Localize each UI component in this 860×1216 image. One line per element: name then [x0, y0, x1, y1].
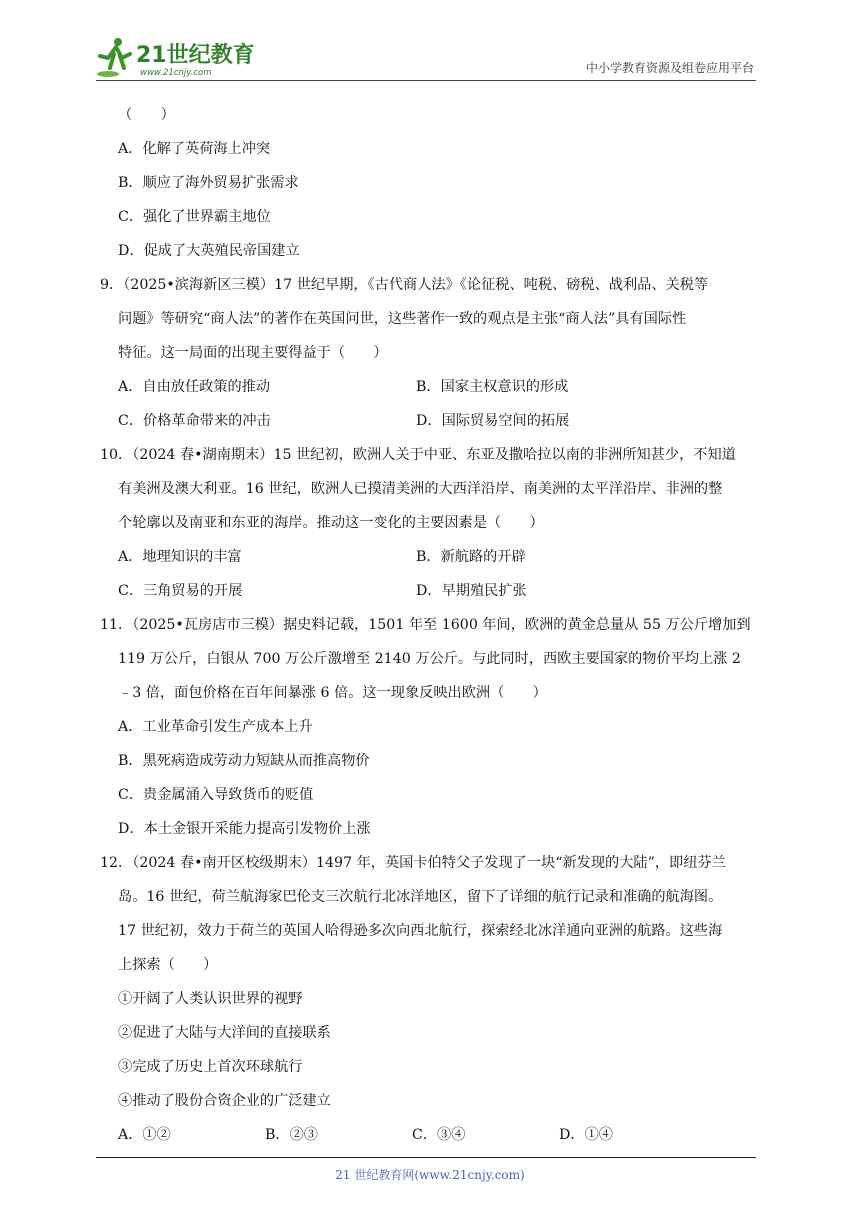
q9-option-b: B．国家主权意识的形成 — [416, 379, 569, 395]
q8-option-b: B．顺应了海外贸易扩张需求 — [118, 175, 299, 191]
q9-options-row-2 — [118, 404, 768, 438]
q12-stem-line-1: 12．（2024 春•南开区校级期末）1497 年，英国卡伯特父子发现了一块“新发现的大陆”，即纽芬兰 — [100, 855, 726, 871]
q12-options-row — [118, 1118, 768, 1152]
footer-divider — [96, 1157, 756, 1158]
q9-options-row-1 — [118, 370, 768, 404]
logo-21cnjy — [96, 34, 266, 78]
q10-option-b: B．新航路的开辟 — [416, 549, 526, 565]
q12-option-c: C．③④ — [412, 1127, 466, 1143]
q8-option-c: C．强化了世界霸主地位 — [118, 209, 271, 225]
q12-option-d: D．①④ — [559, 1127, 613, 1143]
q11-option-a: A．工业革命引发生产成本上升 — [118, 719, 313, 735]
q12-statement-3: ③完成了历史上首次环球航行 — [118, 1059, 303, 1075]
question-content — [100, 98, 768, 1152]
q8-option-d: D．促成了大英殖民帝国建立 — [118, 243, 300, 259]
logo-text: 21世纪教育 — [136, 43, 255, 68]
q12-stem-line-4: 上探索（ ） — [118, 957, 218, 973]
q10-option-c: C．三角贸易的开展 — [118, 583, 243, 599]
logo-url-text: www.21cnjy.com — [140, 68, 212, 78]
q12-option-b: B．②③ — [265, 1127, 318, 1143]
q11-stem-line-3: ﹣3 倍，面包价格在百年间暴涨 6 倍。这一现象反映出欧洲（ ） — [118, 685, 547, 701]
q12-statement-2: ②促进了大陆与大洋间的直接联系 — [118, 1025, 331, 1041]
q12-statement-4: ④推动了股份合资企业的广泛建立 — [118, 1093, 331, 1109]
q12-statement-1: ①开阔了人类认识世界的视野 — [118, 991, 303, 1007]
page-footer: 21 世纪教育网(www.21cnjy.com) — [335, 1168, 525, 1182]
q11-option-b: B．黑死病造成劳动力短缺从而推高物价 — [118, 753, 370, 769]
q9-stem-line-1: 9．（2025•滨海新区三模）17 世纪早期，《古代商人法》《论征税、吨税、磅税、战利品、关税等 — [100, 277, 709, 293]
q9-option-c: C．价格革命带来的冲击 — [118, 413, 271, 429]
q10-stem-line-3: 个轮廓以及南亚和东亚的海岸。推动这一变化的主要因素是（ ） — [118, 515, 544, 531]
q10-options-row-1 — [118, 540, 768, 574]
q10-options-row-2 — [118, 574, 768, 608]
q8-stem-end: （ ） — [118, 107, 175, 123]
q10-option-a: A．地理知识的丰富 — [118, 549, 242, 565]
q8-option-a: A．化解了英荷海上冲突 — [118, 141, 271, 157]
q12-option-a: A．①② — [118, 1127, 171, 1143]
q9-option-a: A．自由放任政策的推动 — [118, 379, 271, 395]
q10-stem-line-2: 有美洲及澳大利亚。16 世纪，欧洲人已摸清美洲的大西洋沿岸、南美洲的太平洋沿岸、非洲的整 — [118, 481, 723, 497]
q11-stem-line-1: 11．（2025•瓦房店市三模）据史料记载，1501 年至 1600 年间，欧洲的黄金总量从 55 万公斤增加到 — [100, 617, 751, 633]
q10-option-d: D．早期殖民扩张 — [416, 583, 527, 599]
q11-option-d: D．本土金银开采能力提高引发物价上涨 — [118, 821, 371, 837]
q11-stem-line-2: 119 万公斤，白银从 700 万公斤激增至 2140 万公斤。与此同时，西欧主要国家的物价平均上涨 2 — [118, 651, 741, 667]
site-name: 中小学教育资源及组卷应用平台 — [585, 61, 754, 75]
q9-option-d: D．国际贸易空间的拓展 — [416, 413, 570, 429]
q10-stem-line-1: 10．（2024 春•湖南期末）15 世纪初，欧洲人关于中亚、东亚及撒哈拉以南的非洲所知甚少，不知道 — [100, 447, 736, 463]
q9-stem-line-3: 特征。这一局面的出现主要得益于（ ） — [118, 345, 388, 361]
q11-option-c: C．贵金属涌入导致货币的贬值 — [118, 787, 314, 803]
page-header — [96, 34, 756, 81]
q12-stem-line-3: 17 世纪初，效力于荷兰的英国人哈得逊多次向西北航行，探索经北冰洋通向亚洲的航路。这些海 — [118, 923, 723, 939]
q12-stem-line-2: 岛。16 世纪，荷兰航海家巴伦支三次航行北冰洋地区，留下了详细的航行记录和准确的航海图。 — [118, 889, 723, 905]
q9-stem-line-2: 问题》等研究“商人法”的著作在英国问世，这些著作一致的观点是主张“商人法”具有国际性 — [118, 311, 687, 327]
